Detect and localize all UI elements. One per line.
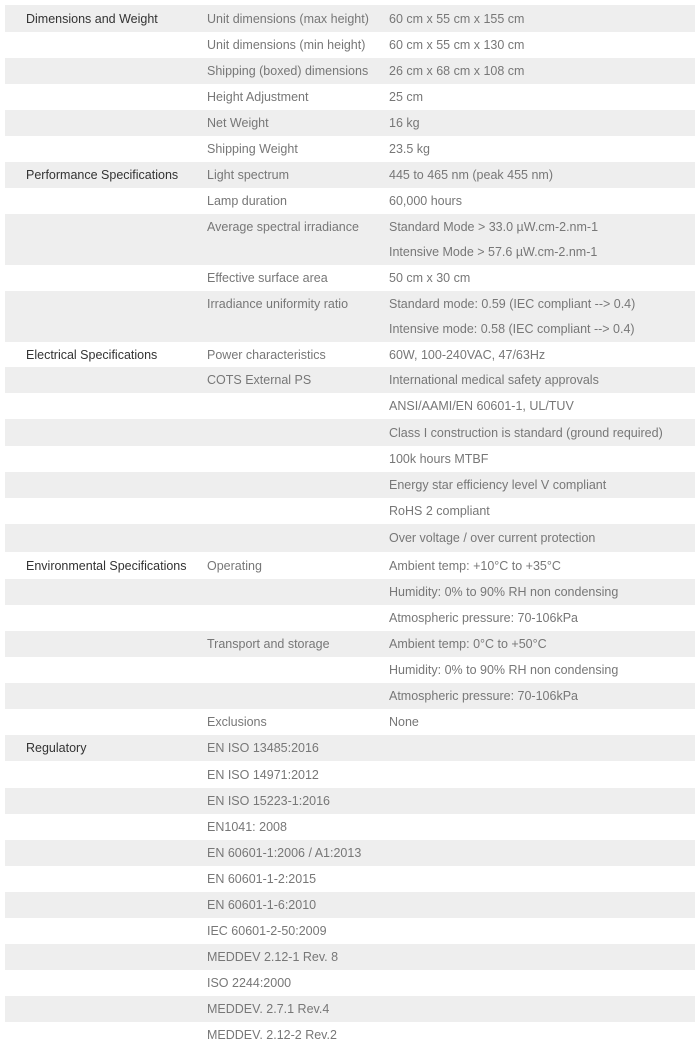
property-label: Lamp duration (207, 193, 287, 208)
section-title: Dimensions and Weight (26, 11, 158, 26)
property-label: EN1041: 2008 (207, 819, 287, 834)
property-value: 60 cm x 55 cm x 155 cm (389, 11, 525, 26)
spec-row (5, 996, 695, 1022)
property-value: Humidity: 0% to 90% RH non condensing (389, 662, 619, 677)
spec-row (5, 761, 695, 788)
property-value: 60 cm x 55 cm x 130 cm (389, 37, 525, 52)
property-value: Energy star efficiency level V compliant (389, 477, 607, 492)
property-label: ISO 2244:2000 (207, 975, 292, 990)
property-label: EN ISO 15223-1:2016 (207, 793, 330, 808)
property-value: RoHS 2 compliant (389, 503, 490, 518)
property-label: Unit dimensions (max height) (207, 11, 369, 26)
section-title: Performance Specifications (26, 167, 179, 182)
property-value: ANSI/AAMI/EN 60601-1, UL/TUV (389, 398, 574, 413)
spec-row (5, 110, 695, 136)
property-value: 26 cm x 68 cm x 108 cm (389, 63, 525, 78)
property-value: 50 cm x 30 cm (389, 270, 471, 285)
property-value: Standard Mode > 33.0 µW.cm-2.nm-1 (389, 219, 599, 234)
property-value: 100k hours MTBF (389, 451, 489, 466)
property-value: 23.5 kg (389, 141, 431, 156)
spec-row (5, 393, 695, 419)
property-label: Transport and storage (207, 636, 330, 651)
property-value: Atmospheric pressure: 70-106kPa (389, 610, 578, 625)
property-value: Ambient temp: +10°C to +35°C (389, 558, 561, 573)
property-value: International medical safety approvals (389, 372, 599, 387)
spec-row (5, 84, 695, 110)
property-label: Shipping (boxed) dimensions (207, 63, 369, 78)
property-label: Light spectrum (207, 167, 289, 182)
spec-row (5, 1022, 695, 1048)
spec-row (5, 5, 695, 32)
section-title: Electrical Specifications (26, 347, 158, 362)
spec-row (5, 162, 695, 188)
property-label: Irradiance uniformity ratio (207, 296, 349, 311)
property-value: 60,000 hours (389, 193, 462, 208)
property-label: EN ISO 14971:2012 (207, 767, 319, 782)
property-value: Intensive Mode > 57.6 µW.cm-2.nm-1 (389, 244, 598, 259)
property-label: Operating (207, 558, 262, 573)
spec-row (5, 524, 695, 552)
spec-row (5, 657, 695, 683)
spec-row (5, 419, 695, 446)
property-label: MEDDEV. 2.7.1 Rev.4 (207, 1001, 330, 1016)
property-label: Exclusions (207, 714, 267, 729)
property-label: Average spectral irradiance (207, 219, 359, 234)
spec-row (5, 579, 695, 605)
property-label: MEDDEV. 2.12-2 Rev.2 (207, 1027, 337, 1042)
spec-row (5, 866, 695, 892)
property-label: Shipping Weight (207, 141, 298, 156)
property-label: EN 60601-1-6:2010 (207, 897, 317, 912)
property-value: Standard mode: 0.59 (IEC compliant --> 0.4) (389, 296, 636, 311)
property-value: 16 kg (389, 115, 420, 130)
spec-row (5, 32, 695, 58)
property-label: Effective surface area (207, 270, 328, 285)
property-value: 60W, 100-240VAC, 47/63Hz (389, 347, 546, 362)
spec-row (5, 788, 695, 814)
property-value: 445 to 465 nm (peak 455 nm) (389, 167, 553, 182)
spec-row (5, 683, 695, 709)
spec-row (5, 446, 695, 472)
property-label: IEC 60601-2-50:2009 (207, 923, 327, 938)
spec-row (5, 892, 695, 918)
spec-row (5, 265, 695, 291)
property-value: Humidity: 0% to 90% RH non condensing (389, 584, 619, 599)
property-label: EN 60601-1:2006 / A1:2013 (207, 845, 362, 860)
property-label: MEDDEV 2.12-1 Rev. 8 (207, 949, 339, 964)
section-title: Environmental Specifications (26, 558, 187, 573)
spec-row (5, 58, 695, 84)
property-value: Over voltage / over current protection (389, 530, 596, 545)
spec-row (5, 970, 695, 996)
spec-row (5, 735, 695, 761)
spec-row (5, 214, 695, 239)
spec-row (5, 188, 695, 214)
spec-row (5, 944, 695, 970)
spec-row (5, 709, 695, 735)
property-value: 25 cm (389, 89, 424, 104)
spec-row (5, 605, 695, 631)
spec-row (5, 840, 695, 866)
spec-row (5, 136, 695, 162)
property-label: COTS External PS (207, 372, 312, 387)
property-label: Net Weight (207, 115, 269, 130)
property-label: Power characteristics (207, 347, 326, 362)
property-value: Atmospheric pressure: 70-106kPa (389, 688, 578, 703)
property-label: Height Adjustment (207, 89, 309, 104)
spec-row (5, 918, 695, 944)
section-title: Regulatory (26, 740, 87, 755)
property-value: Intensive mode: 0.58 (IEC compliant --> 0.4) (389, 321, 635, 336)
property-value: None (389, 714, 419, 729)
spec-row (5, 552, 695, 579)
property-value: Ambient temp: 0°C to +50°C (389, 636, 547, 651)
spec-row (5, 498, 695, 524)
property-value: Class I construction is standard (ground required) (389, 425, 663, 440)
spec-row (5, 472, 695, 498)
spec-row (5, 367, 695, 393)
property-label: EN ISO 13485:2016 (207, 740, 319, 755)
spec-row (5, 814, 695, 840)
spec-row (5, 316, 695, 342)
spec-row (5, 342, 695, 367)
spec-row (5, 239, 695, 265)
spec-row (5, 291, 695, 316)
property-label: Unit dimensions (min height) (207, 37, 366, 52)
property-label: EN 60601-1-2:2015 (207, 871, 317, 886)
spec-row (5, 631, 695, 657)
